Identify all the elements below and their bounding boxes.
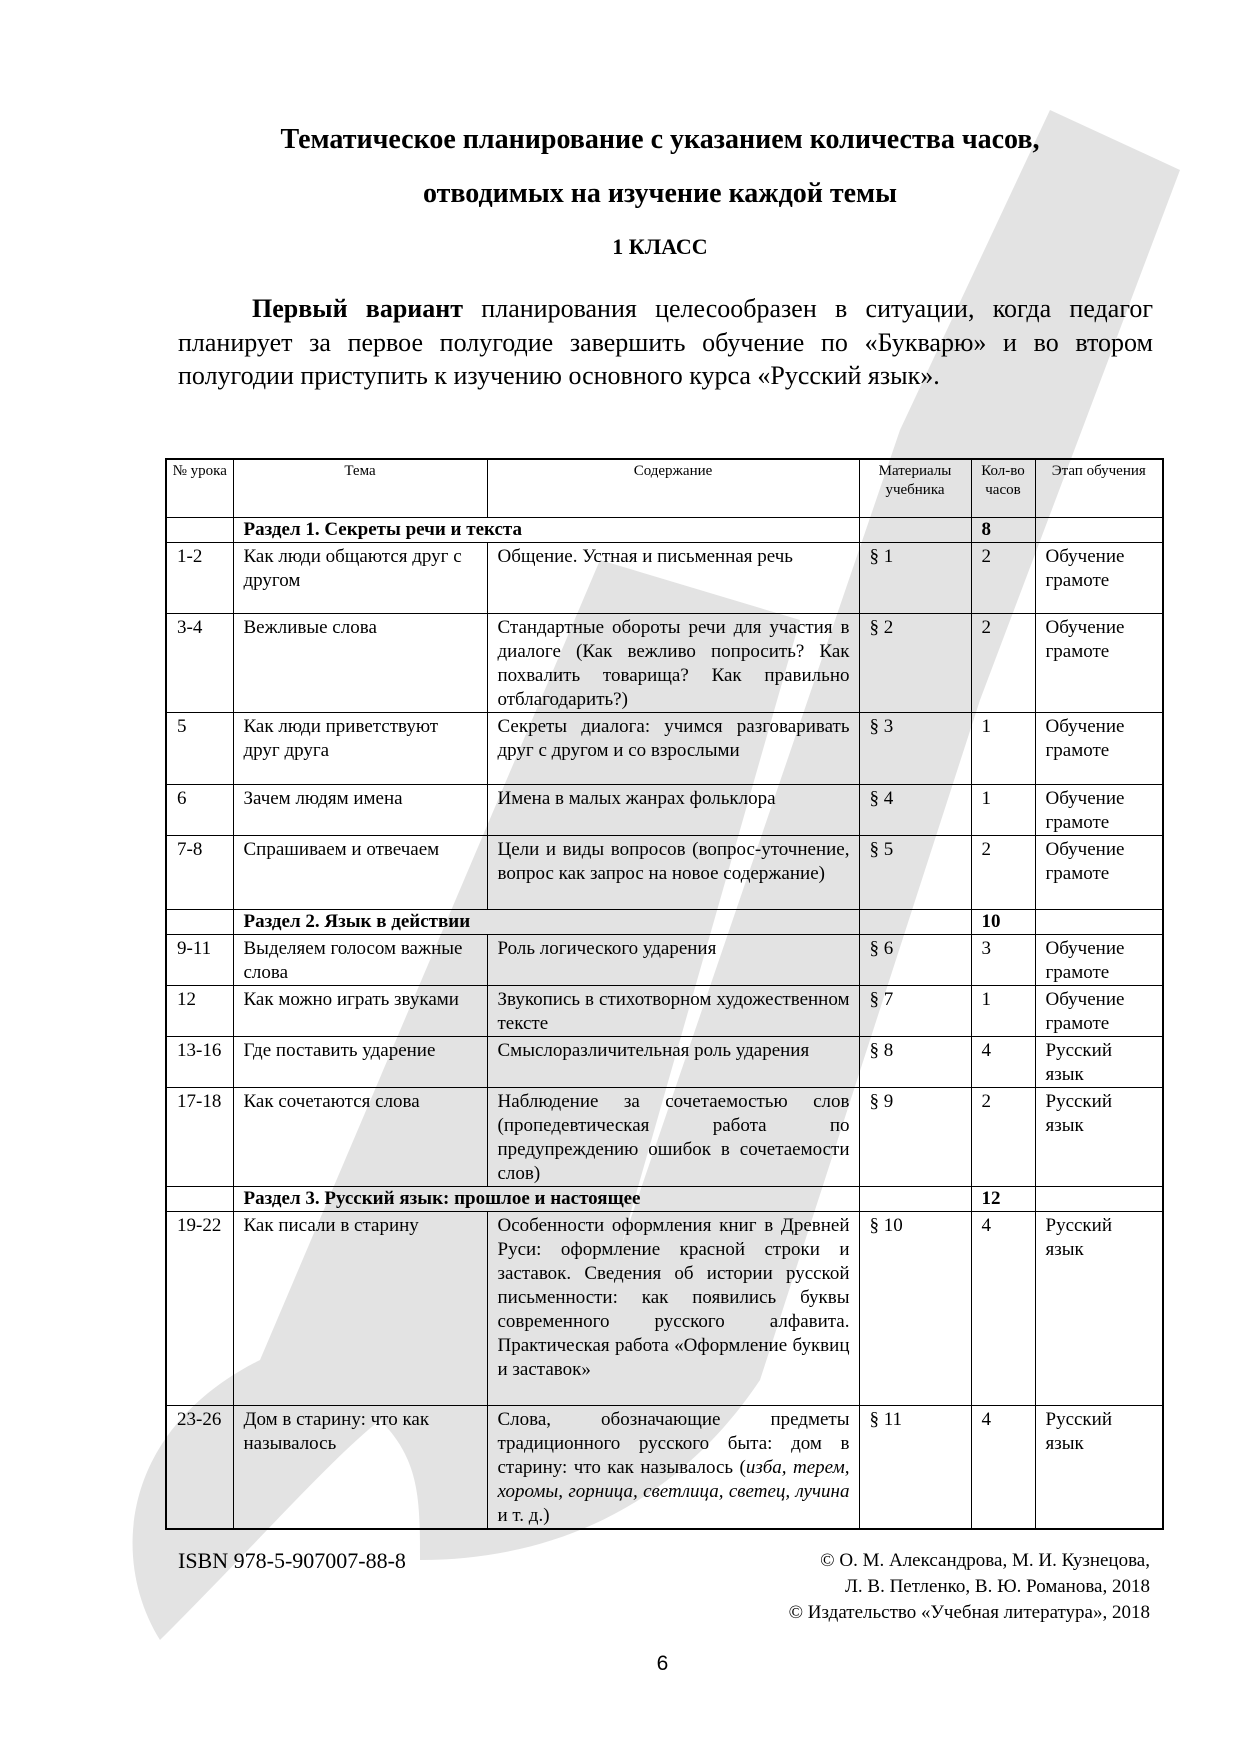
section-title: Раздел 3. Русский язык: прошлое и настоящее: [233, 1186, 859, 1211]
section-hours: 12: [971, 1186, 1035, 1211]
cell-content: Цели и виды вопросов (вопрос-уточнение, вопрос как запрос на новое содержание): [487, 835, 859, 909]
cell-num: 17-18: [166, 1087, 233, 1186]
cell-material: § 1: [859, 542, 971, 613]
cell-stage: Обучение грамоте: [1035, 985, 1163, 1036]
cell-material: § 11: [859, 1405, 971, 1529]
cell-stage: [1035, 1186, 1163, 1211]
cell-num: 3-4: [166, 613, 233, 712]
section-row: [166, 1186, 1163, 1211]
cell-stage: Обучение грамоте: [1035, 542, 1163, 613]
table-row: [166, 542, 1163, 613]
cell-topic: Зачем людям имена: [233, 784, 487, 835]
page-number: 6: [656, 1652, 669, 1675]
section-row: [166, 517, 1163, 542]
cell-content: Общение. Устная и письменная речь: [487, 542, 859, 613]
cell-content: Особенности оформления книг в Древней Руси: оформление красной строки и заставок. Сведения об истории русской письменности: как появились буквы современного русского алфавита. Практическая работа «Оформление буквиц и заставок»: [487, 1211, 859, 1405]
cell-material: § 4: [859, 784, 971, 835]
cell-content: Звукопись в стихотворном художественном тексте: [487, 985, 859, 1036]
cell-hours: 4: [971, 1211, 1035, 1405]
cell-topic: Где поставить ударение: [233, 1036, 487, 1087]
cell-num: 9-11: [166, 934, 233, 985]
planning-table: [165, 458, 1164, 1530]
content-content-tail: и т. д.): [497, 1504, 550, 1526]
cell-topic: Спрашиваем и отвечаем: [233, 835, 487, 909]
cell-stage: Обучение грамоте: [1035, 934, 1163, 985]
table-row: [166, 712, 1163, 784]
intro-text: планирования целесообразен в ситуации, когда педагог планирует за первое полугодие завершить обучение по «Букварю» и во втором полугодии приступить к изучению основного курса «Русский язык».: [178, 294, 1153, 390]
cell-hours: 4: [971, 1405, 1035, 1529]
cell-material: § 9: [859, 1087, 971, 1186]
cell-hours: 2: [971, 1087, 1035, 1186]
cell-num: 7-8: [166, 835, 233, 909]
page-subtitle: отводимых на изучение каждой темы: [422, 178, 897, 209]
header-hours: Кол-во часов: [971, 459, 1035, 517]
cell-stage: Обучение грамоте: [1035, 784, 1163, 835]
cell-num: 23-26: [166, 1405, 233, 1529]
table-header-row: [166, 459, 1163, 517]
section-hours: 10: [971, 909, 1035, 934]
cell-stage: Обучение грамоте: [1035, 712, 1163, 784]
table-row: [166, 1211, 1163, 1405]
copyright-line: © Издательство «Учебная литература», 2018: [788, 1602, 1150, 1623]
cell-topic: Как писали в старину: [233, 1211, 487, 1405]
cell-num: [166, 517, 233, 542]
cell-num: 5: [166, 712, 233, 784]
cell-stage: Русский язык: [1035, 1405, 1163, 1529]
header-stage: Этап обучения: [1035, 459, 1163, 517]
cell-stage: [1035, 517, 1163, 542]
cell-stage: Русский язык: [1035, 1087, 1163, 1186]
cell-stage: [1035, 909, 1163, 934]
cell-num: 1-2: [166, 542, 233, 613]
cell-material: § 2: [859, 613, 971, 712]
cell-num: 19-22: [166, 1211, 233, 1405]
table-row: [166, 1087, 1163, 1186]
cell-material: § 8: [859, 1036, 971, 1087]
cell-topic: Как сочетаются слова: [233, 1087, 487, 1186]
table-row: [166, 934, 1163, 985]
header-material: Материалы учебника: [859, 459, 971, 517]
cell-material: § 10: [859, 1211, 971, 1405]
cell-material: [859, 517, 971, 542]
table-row: [166, 835, 1163, 909]
cell-material: § 7: [859, 985, 971, 1036]
content-content: Слова, обозначающие предметы традиционного русского быта: дом в старину: что как называлось (: [497, 1408, 850, 1478]
cell-topic: Как люди приветствуют друг друга: [233, 712, 487, 784]
cell-num: [166, 1186, 233, 1211]
cell-stage: Обучение грамоте: [1035, 835, 1163, 909]
cell-stage: Русский язык: [1035, 1211, 1163, 1405]
cell-num: 12: [166, 985, 233, 1036]
header-topic: Тема: [233, 459, 487, 517]
page-title: Тематическое планирование с указанием количества часов,: [280, 124, 1040, 155]
cell-topic: Вежливые слова: [233, 613, 487, 712]
cell-material: § 6: [859, 934, 971, 985]
table-row: [166, 1036, 1163, 1087]
cell-topic: Выделяем голосом важные слова: [233, 934, 487, 985]
cell-content: Смыслоразличительная роль ударения: [487, 1036, 859, 1087]
cell-hours: 2: [971, 835, 1035, 909]
table-row: [166, 1405, 1163, 1529]
table-row: [166, 784, 1163, 835]
content-content-italic: изба, терем, хоромы, горница, светлица, светец, лучина: [497, 1456, 850, 1502]
section-title: Раздел 1. Секреты речи и текста: [233, 517, 859, 542]
copyright-line: © О. М. Александрова, М. И. Кузнецова,: [820, 1550, 1150, 1571]
isbn: ISBN 978-5-907007-88-8: [178, 1548, 406, 1573]
cell-content: Наблюдение за сочетаемостью слов (пропедевтическая работа по предупреждению ошибок в сочетаемости слов): [487, 1087, 859, 1186]
header-num: № урока: [166, 459, 233, 517]
cell-num: 13-16: [166, 1036, 233, 1087]
cell-material: [859, 909, 971, 934]
cell-hours: 3: [971, 934, 1035, 985]
cell-stage: Обучение грамоте: [1035, 613, 1163, 712]
cell-topic: Как люди общаются друг с другом: [233, 542, 487, 613]
intro-bold: Первый вариант: [252, 294, 464, 323]
table-row: [166, 985, 1163, 1036]
header-content: Содержание: [487, 459, 859, 517]
cell-content: Имена в малых жанрах фольклора: [487, 784, 859, 835]
cell-hours: 1: [971, 784, 1035, 835]
cell-content: [487, 1405, 859, 1529]
cell-stage: Русский язык: [1035, 1036, 1163, 1087]
cell-material: § 5: [859, 835, 971, 909]
copyright: [789, 1548, 1150, 1626]
section-row: [166, 909, 1163, 934]
cell-num: 6: [166, 784, 233, 835]
section-hours: 8: [971, 517, 1035, 542]
intro-paragraph: [178, 292, 1153, 393]
cell-content: Секреты диалога: учимся разговаривать друг с другом и со взрослыми: [487, 712, 859, 784]
cell-hours: 4: [971, 1036, 1035, 1087]
section-title: Раздел 2. Язык в действии: [233, 909, 859, 934]
copyright-line: Л. В. Петленко, В. Ю. Романова, 2018: [845, 1576, 1150, 1597]
cell-material: § 3: [859, 712, 971, 784]
cell-hours: 2: [971, 542, 1035, 613]
cell-hours: 2: [971, 613, 1035, 712]
table-row: [166, 613, 1163, 712]
cell-content: Роль логического ударения: [487, 934, 859, 985]
cell-topic: Дом в старину: что как называлось: [233, 1405, 487, 1529]
cell-content: Стандартные обороты речи для участия в диалоге (Как вежливо попросить? Как похвалить товарища? Как правильно отблагодарить?): [487, 613, 859, 712]
cell-topic: Как можно играть звуками: [233, 985, 487, 1036]
cell-hours: 1: [971, 985, 1035, 1036]
cell-material: [859, 1186, 971, 1211]
cell-hours: 1: [971, 712, 1035, 784]
grade-heading: 1 КЛАСС: [612, 234, 708, 259]
cell-num: [166, 909, 233, 934]
